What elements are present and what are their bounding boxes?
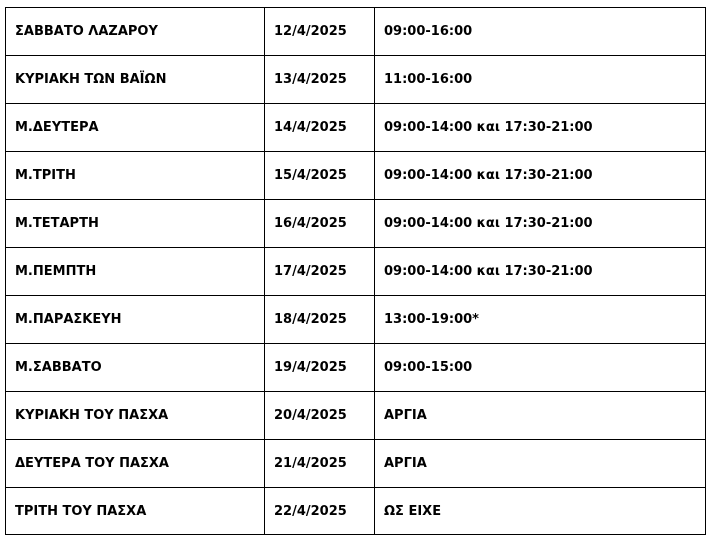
date-cell: 13/4/2025 (265, 56, 375, 104)
date-cell: 12/4/2025 (265, 8, 375, 56)
date-cell: 14/4/2025 (265, 104, 375, 152)
day-cell: Μ.ΠΑΡΑΣΚΕΥΗ (6, 296, 265, 344)
hours-cell: 09:00-14:00 και 17:30-21:00 (375, 152, 706, 200)
date-cell: 22/4/2025 (265, 488, 375, 535)
hours-cell: 09:00-15:00 (375, 344, 706, 392)
date-cell: 17/4/2025 (265, 248, 375, 296)
table-row (6, 248, 706, 296)
hours-cell: 09:00-16:00 (375, 8, 706, 56)
date-cell: 19/4/2025 (265, 344, 375, 392)
table-row (6, 56, 706, 104)
day-cell: Μ.ΔΕΥΤΕΡΑ (6, 104, 265, 152)
day-cell: ΣΑΒΒΑΤΟ ΛΑΖΑΡΟΥ (6, 8, 265, 56)
table-row (6, 200, 706, 248)
date-cell: 18/4/2025 (265, 296, 375, 344)
date-cell: 15/4/2025 (265, 152, 375, 200)
day-cell: ΚΥΡΙΑΚΗ ΤΩΝ ΒΑΪΩΝ (6, 56, 265, 104)
table-row (6, 8, 706, 56)
hours-cell: 09:00-14:00 και 17:30-21:00 (375, 248, 706, 296)
day-cell: Μ.ΣΑΒΒΑΤΟ (6, 344, 265, 392)
holiday-hours-table (5, 7, 706, 535)
day-cell: Μ.ΤΕΤΑΡΤΗ (6, 200, 265, 248)
day-cell: ΤΡΙΤΗ ΤΟΥ ΠΑΣΧΑ (6, 488, 265, 535)
date-cell: 20/4/2025 (265, 392, 375, 440)
hours-cell: 13:00-19:00* (375, 296, 706, 344)
hours-cell: 09:00-14:00 και 17:30-21:00 (375, 200, 706, 248)
table-row (6, 344, 706, 392)
hours-cell: 09:00-14:00 και 17:30-21:00 (375, 104, 706, 152)
day-cell: ΚΥΡΙΑΚΗ ΤΟΥ ΠΑΣΧΑ (6, 392, 265, 440)
hours-cell: 11:00-16:00 (375, 56, 706, 104)
table-row (6, 152, 706, 200)
table-row (6, 296, 706, 344)
table-row (6, 392, 706, 440)
hours-cell: ΑΡΓΙΑ (375, 392, 706, 440)
table-row (6, 104, 706, 152)
date-cell: 16/4/2025 (265, 200, 375, 248)
date-cell: 21/4/2025 (265, 440, 375, 488)
hours-cell: ΑΡΓΙΑ (375, 440, 706, 488)
day-cell: ΔΕΥΤΕΡΑ ΤΟΥ ΠΑΣΧΑ (6, 440, 265, 488)
day-cell: Μ.ΤΡΙΤΗ (6, 152, 265, 200)
day-cell: Μ.ΠΕΜΠΤΗ (6, 248, 265, 296)
table-row (6, 440, 706, 488)
table-row (6, 488, 706, 535)
hours-cell: ΩΣ ΕΙΧΕ (375, 488, 706, 535)
